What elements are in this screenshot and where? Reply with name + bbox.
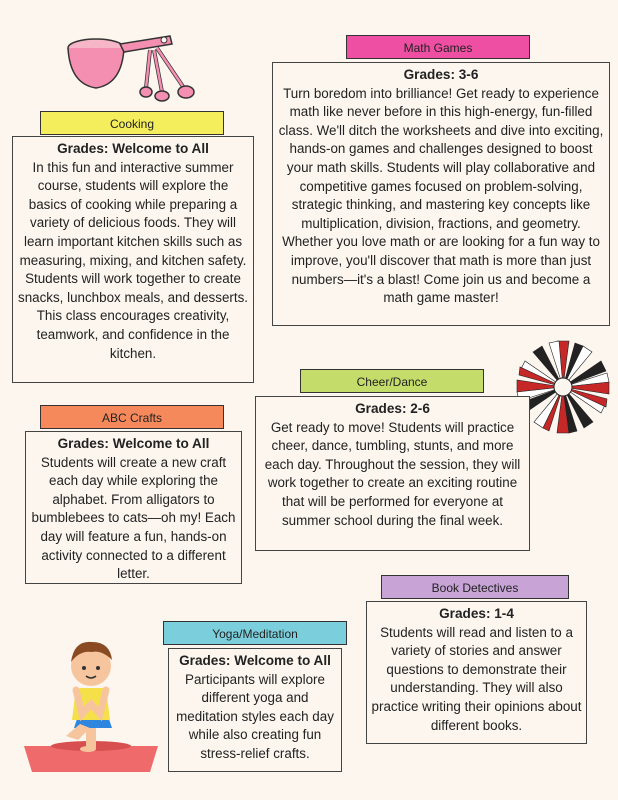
measuring-cups-icon [62, 26, 202, 104]
math-games-title: Math Games [403, 41, 473, 55]
cheer-dance-grades: Grades: 2-6 [355, 401, 430, 416]
cooking-tab [40, 111, 224, 135]
math-games-box [272, 62, 610, 326]
book-detectives-title: Book Detectives [431, 581, 519, 595]
math-games-grades: Grades: 3-6 [403, 67, 479, 82]
math-games-description: Turn boredom into brilliance! Get ready to experience math like never before in this high-energy, fun-filled class. We'll ditch the worksheets and dive into exciting, hands-on games and challenges designed to boost your math skills. Students will play collaborative and competitive games focused on problem-solving, strategic thinking, and mastering key concepts like multiplication, division, fractions, and geometry. Whether you love math or are looking for a fun way to improve, you'll discover that math is more than just numbers—it's a blast! Come join us and become a math game master! [278, 85, 604, 306]
cheer-dance-box [255, 396, 530, 551]
abc-crafts-title: ABC Crafts [101, 411, 162, 425]
book-detectives-description: Students will read and listen to a variety of stories and answer questions to demonstrate their understanding. They will also practice writing their opinions about different books. [371, 624, 582, 733]
yoga-kid-icon [20, 628, 162, 774]
cooking-box [12, 136, 254, 383]
math-games-tab [346, 35, 530, 59]
book-detectives-tab [381, 575, 569, 599]
yoga-meditation-description: Participants will explore different yoga and meditation styles each day while also creating fun stress-relief crafts. [176, 671, 334, 761]
cheer-dance-description: Get ready to move! Students will practice cheer, dance, tumbling, stunts, and more each day. Throughout the session, they will work together to create an exciting routine that will be performed for everyone at summer school during the final week. [264, 419, 521, 528]
yoga-meditation-title: Yoga/Meditation [212, 627, 298, 641]
abc-crafts-grades: Grades: Welcome to All [57, 436, 210, 451]
cheer-dance-tab [300, 369, 484, 393]
abc-crafts-description: Students will create a new craft each day while exploring the alphabet. From alligators to bumblebees to cats—oh my! Each day will feature a fun, hands-on activity connected to a different letter. [31, 454, 236, 582]
book-detectives-box [366, 601, 587, 744]
cooking-title: Cooking [109, 117, 155, 131]
abc-crafts-box [25, 431, 242, 584]
cooking-description: In this fun and interactive summer course, students will explore the basics of cooking while preparing a variety of delicious foods. They will learn important kitchen skills such as measuring, mixing, and kitchen safety. Students will work together to create snacks, lunchbox meals, and desserts. This class encourages creativity, teamwork, and confidence in the kitchen. [18, 159, 248, 361]
yoga-meditation-tab [163, 621, 347, 645]
yoga-meditation-grades: Grades: Welcome to All [179, 653, 331, 668]
cooking-grades: Grades: Welcome to All [57, 141, 209, 156]
abc-crafts-tab [40, 405, 224, 429]
cheer-dance-title: Cheer/Dance [356, 375, 428, 389]
book-detectives-grades: Grades: 1-4 [439, 606, 514, 621]
yoga-meditation-box [168, 648, 342, 772]
